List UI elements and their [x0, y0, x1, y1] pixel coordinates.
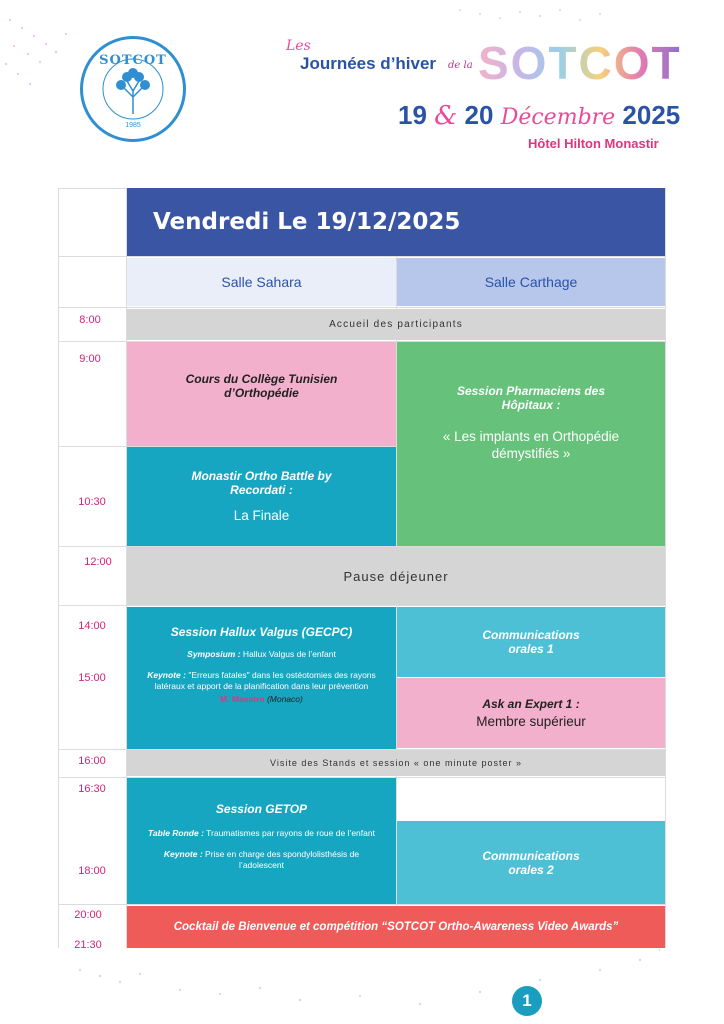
time-label: 8:00	[79, 314, 101, 326]
session-title: Session Pharmaciens des Hôpitaux :	[456, 384, 606, 412]
symposium-line	[187, 649, 336, 660]
symposium-label: Symposium :	[187, 649, 241, 659]
date-19: 19	[398, 100, 427, 130]
room-label: Salle Sahara	[221, 274, 302, 290]
session-title: Monastir Ortho Battle by Recordati :	[191, 469, 332, 497]
session-communications-1	[397, 607, 665, 677]
session-text: Pause déjeuner	[343, 568, 449, 584]
grid-line	[58, 307, 666, 308]
symposium-text: Hallux Valgus de l’enfant	[242, 649, 336, 659]
room-header-carthage	[397, 258, 665, 306]
header-date	[398, 100, 680, 131]
time-label: 12:00	[84, 556, 112, 568]
grid-line	[58, 904, 666, 905]
time-label: 16:00	[78, 755, 106, 767]
keynote-text: "Erreurs fatales" dans les ostéotomies des rayons latéraux et apport de la planification dans leur prévention	[154, 670, 376, 691]
logo-year: 1985	[125, 122, 141, 129]
header-de-la: de la	[448, 60, 473, 71]
time-label: 10:30	[78, 496, 106, 508]
table-ronde-label: Table Ronde :	[148, 828, 204, 838]
header-venue: Hôtel Hilton Monastir	[528, 136, 659, 151]
session-ortho-battle	[127, 447, 396, 546]
speaker-location: (Monaco)	[266, 694, 303, 704]
session-hallux-valgus	[127, 607, 396, 749]
session-communications-2	[397, 821, 665, 904]
session-title: Cours du Collège Tunisien d’Orthopédie	[185, 372, 338, 400]
session-title: Ask an Expert 1 :	[482, 696, 580, 711]
grid-line	[665, 188, 666, 948]
time-label: 14:00	[78, 620, 106, 632]
session-pharmaciens	[397, 342, 665, 546]
time-label: 16:30	[78, 783, 106, 795]
session-subtitle: Membre supérieur	[476, 713, 586, 729]
header-journees: Journées d’hiver	[300, 54, 437, 73]
page-number: 1	[512, 986, 542, 1016]
session-accueil	[127, 309, 665, 340]
room-label: Salle Carthage	[484, 274, 578, 290]
session-title: Communications orales 2	[482, 848, 580, 877]
time-label: 18:00	[78, 865, 106, 877]
session-cours-college	[127, 342, 396, 446]
speaker-line	[220, 694, 303, 705]
date-month: Décembre	[500, 105, 616, 130]
table-ronde-line	[142, 828, 382, 839]
date-year: 2025	[622, 100, 681, 130]
room-header-sahara	[127, 258, 396, 306]
keynote-line	[142, 849, 382, 871]
session-text: Visite des Stands et session « one minute poster »	[270, 758, 522, 768]
grid-line	[58, 256, 666, 257]
keynote-label: Keynote :	[163, 849, 203, 859]
grid-line	[58, 605, 666, 606]
session-stands	[127, 750, 665, 776]
time-label: 21:30	[74, 939, 102, 951]
sotcot-logo	[80, 36, 186, 142]
session-title: Cocktail de Bienvenue et compétition “SOTCOT Ortho-Awareness Video Awards”	[173, 921, 619, 933]
session-ask-an-expert	[397, 678, 665, 748]
logo-text: SOTCOT	[99, 53, 167, 68]
session-subtitle: « Les implants en Orthopédie démystifiés »	[442, 429, 620, 461]
session-text: Accueil des participants	[329, 319, 463, 330]
date-ampersand: &	[434, 101, 458, 131]
keynote-label: Keynote :	[147, 670, 186, 680]
session-title: Session GETOP	[215, 802, 308, 816]
time-label: 20:00	[74, 909, 102, 921]
table-ronde-text: Traumatismes par rayons de roue de l’enfant	[206, 828, 375, 838]
time-label: 9:00	[79, 353, 101, 365]
session-subtitle: La Finale	[233, 508, 290, 523]
time-label: 15:00	[78, 672, 106, 684]
header-les: Les	[286, 38, 311, 54]
day-title: Vendredi Le 19/12/2025	[153, 209, 461, 235]
session-getop	[127, 778, 396, 904]
session-cocktail	[127, 906, 665, 948]
keynote-line	[142, 670, 382, 692]
session-pause	[127, 547, 665, 605]
session-title: Communications orales 1	[482, 628, 580, 656]
header-brand: SOTCOT	[478, 37, 682, 89]
day-title-bar	[127, 188, 665, 256]
keynote-text: Prise en charge des spondylolisthésis de l’adolescent	[205, 849, 360, 870]
speaker-name: M. Maestro	[220, 694, 265, 704]
session-title: Session Hallux Valgus (GECPC)	[170, 625, 353, 639]
grid-line	[58, 188, 59, 948]
date-20: 20	[464, 100, 494, 130]
